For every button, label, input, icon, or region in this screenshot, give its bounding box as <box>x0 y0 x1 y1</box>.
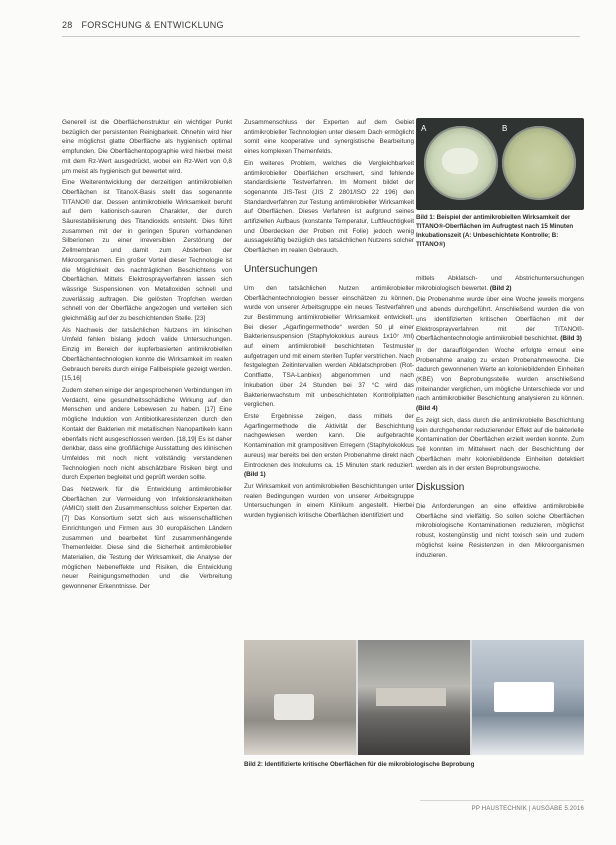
figure-reference: (Bild 3) <box>560 335 582 343</box>
paragraph: Als Nachweis der tatsächlichen Nutzens im klinischen Umfeld fehlen bislang jedoch valide Untersuchungen. Einzig im Bereich der kupferbasierten antimikrobiellen Oberflächentechnologien konnte die Wirksamkeit im realen Gebrauch bereits durch einige Fallbeispiele gezeigt werden. [15,16] <box>62 326 232 383</box>
petri-dish-titano <box>502 126 576 200</box>
page-number: 28 <box>62 20 73 30</box>
paragraph: Um den tatsächlichen Nutzen antimikrobieller Oberflächentechnologien besser einschätzen zu können, wurde von unserer Arbeitsgruppe ein neues Testverfahren zur Bestimmung antimikrobieller Wirksamkeit entwickelt. Bei dieser „Agarfingermethode“ werden 50 µl einer Bakteriensuspension (Staphylokokkus aureus 1x10⁷ /ml) auf einem antimikrobiell beschichteten Testmuster aufgetragen und mit einem sterilen Tupfer verstrichen. Nach festgelegten Zeitintervallen werden Abklatschproben (Rot-Contflatte, TSA-Lanbiex) abgenommen und nach Inkubation über 24 Stunden bei 37 °C wird das Bakterienwachstum mit unbeschichteten Kontrollplatten verglichen. <box>244 284 414 409</box>
figure-reference: (Bild 4) <box>416 405 438 413</box>
paragraph: Generell ist die Oberflächenstruktur ein wichtiger Punkt bezüglich der persistenten Reinigbarkeit. Ohnehin wird hier eine möglichst glatte Oberfläche als hygienisch optimal empfunden. Die Oberflächentopographie wird hierbei meist mit dem Rz-Wert ausgedrückt, wobei ein Rz-Wert von 0,8 µm meist als hygienisch gut bewertet wird. <box>62 119 232 175</box>
text-column-3 <box>416 274 584 562</box>
petri-dish-control <box>424 126 498 200</box>
photo-workstation <box>472 640 584 755</box>
running-head <box>62 20 224 30</box>
photo-patient-room <box>244 640 356 755</box>
figure-1-caption: Bild 1: Beispiel der antimikrobiellen Wirksamkeit der TITANO®-Oberflächen im Aufrugtest nach 15 Minuten Inkubationszeit (A: Unbeschichtete Kontrolle; B: TITANO®) <box>416 214 574 248</box>
paragraph-text: mittels Abklatsch- und Abstrichuntersuchungen mikrobiologisch bewertet. <box>416 275 584 292</box>
paragraph: Es zeigt sich, dass durch die antimikrobielle Beschichtung kein durchgehender reduzierender Effekt auf die bakterielle Kontamination der Oberflächen erzielt werden konnte. Zum Teil konnten im Mittelwert nach der Beschichtung der Oberflächen mehr koloniebildende Einheiten detektiert werden als in der ersten Beprobungswoche. <box>416 416 584 473</box>
paragraph: Zusammenschluss der Experten auf dem Gebiet antimikrobieller Technologien unter diesem Dach ermöglicht somit eine kooperative und synergistische Bearbeitung eines komplexen Themenfelds. <box>244 119 414 156</box>
text-column-1 <box>62 118 232 594</box>
paragraph <box>416 295 584 344</box>
figure-label-a: A <box>421 124 427 133</box>
paragraph <box>244 412 414 480</box>
figure-reference: (Bild 2) <box>489 284 512 292</box>
paragraph-text: Erste Ergebnisse zeigen, dass mittels der Agarfingermethode die Aktivität der Beschichtung nachgewiesen werden kann. Die aufgebrachte Kontamination mit grampositiven Erregern (Staphylokokkus aureus) war bereits bei den ersten Probenahme direkt nach Eintrocknen des Inokulums ca. 15 Minuten stark reduziert. <box>244 412 414 469</box>
paragraph: Zur Wirksamkeit von antimikrobiellen Beschichtungen unter realen Bedingungen wurden von unserer Arbeitsgruppe Untersuchungen in einem Klinikum angestellt. Hierbei wurden hygienisch kritische Oberflächen identifiziert und <box>244 482 414 520</box>
figure-2-photo-strip <box>244 640 584 755</box>
page-footer: PP HAUSTECHNIK | AUSGABE 5.2016 <box>471 806 584 812</box>
figure-reference: (Bild 1) <box>244 471 266 479</box>
paragraph-text: Die Probenahme wurde über eine Woche jeweils morgens und abends durchgeführt. Anschließend wurden die von uns identifizierten kritischen Oberflächen mit der Elektrosprayverfahren mit der TITANO®-Oberflächentechnologie antimikrobiell beschichtet. <box>416 296 584 343</box>
paragraph: Ein weiteres Problem, welches die Vergleichbarkeit antimikrobieller Oberflächen erschwert, sind fehlende standardisierte Testverfahren. Im Moment bildet der sogenannte JIS-Test (JIS Z 2801/ISO 22 196) den Standardverfahren zur Testung antimikrobieller Wirksamkeit auf Oberflächen. Dieses Verfahren ist aufgrund seines artifiziellen Aufbaus (konstante Temperatur, Luftfeuchtigkeit und Überdecken der Proben mit Folie) jedoch wenig aussagekräftig bezüglich des tatsächlichen Nutzens solcher Oberflächen im realen Gebrauch. <box>244 159 414 255</box>
header-rule <box>62 36 580 37</box>
paragraph-text: In der darauffolgenden Woche erfolgte erneut eine Probenahme analog zu ersten Probenahmewoche. Die dadurch gewonnenen Werte an koloniebildenden Einheiten (KBE) von Beprobungsstelle wurden anschließend miteinander verglichen, um mögliche Unterschiede vor und nach antimikrobieller Beschichtung analysieren zu können. <box>416 346 584 403</box>
figure-label-b: B <box>502 124 508 133</box>
figure-2-caption: Bild 2: Identifizierte kritische Oberflächen für die mikrobiologische Beprobung <box>244 761 475 768</box>
paragraph: Eine Weiterentwicklung der derzeitigen antimikrobiellen Oberflächen ist TitanoX-Basis stellt das sogenannte TITANO® dar. Dessen antimikrobielle Wirksamkeit beruht auf dem kationisch-sauren Charakter, der durch Säurestabilisierung des Titandioxids entsteht. Dies führt zusammen mit der in geringen Spuren vorhandenen Silberionen zu einer irreversiblen Zerstörung der Zellmembran und damit zum Absterben der Mikroorganismen. Ein großer Vorteil dieser Technologie ist die Möglichkeit des nachträglichen Beschichtens von Oberflächen. Mittels Elektrosprayverfahren lassen sich wässrige Suspensionen von Metalloxiden schnell und zuverlässig auftragen. Die gelösten Tropfchen werden schnell von der Oberfläche angezogen und verteilen sich gleichmäßig auf der zu beschichtenden Stelle. [23] <box>62 179 232 323</box>
paragraph: Das Netzwerk für die Entwicklung antimikrobieller Oberflächen zur Vermeidung von Infektionskrankheiten (AMICI) stellt den Zusammenschluss solcher Experten dar. [7] Das Konsortium setzt sich aus wissenschaftlichen Einrichtungen und Firmen aus 30 europäischen Ländern zusammen und bearbeitet fünf zusammenhängende Themenfelder. Diese sind die Sicherheit antimikrobieller Materialien, die Testung der Wirksamkeit, die Analyse der möglichen Nebeneffekte und Risiken, die Entwicklung neuer Reinigungsmethoden und die Verbreitung gewonnener Erkenntnisse. Der <box>62 486 232 591</box>
footer-rule <box>420 800 584 801</box>
section-heading-diskussion: Diskussion <box>416 482 465 494</box>
section-heading-untersuchungen: Untersuchungen <box>244 263 318 275</box>
paragraph <box>416 346 584 414</box>
text-column-2 <box>244 118 414 523</box>
paragraph: Zudem stehen einige der angesprochenen Verbindungen im Verdacht, eine gesundheitsschädliche Wirkung auf den Menschen und andere Lebewesen zu haben. [17] Eine mögliche Induktion von Antibiotikaresistenzen durch den Kontakt der Bakterien mit metallischen Nanopartikeln kann ebenfalls nicht ausgeschlossen werden. [18,19] Es ist daher denkbar, dass eine großflächige Ausstattung des klinischen Umfeldes mit noch nicht vollständig verstandenen Technologien noch nicht abschätzbare Risiken birgt und durch Experten begleitet und geprüft werden sollte. <box>62 386 232 482</box>
paragraph <box>416 274 584 293</box>
section-title: FORSCHUNG & ENTWICKLUNG <box>81 20 224 30</box>
paragraph: Die Anforderungen an eine effektive antimikrobielle Oberfläche sind vielfältig. So sollen solche Oberflächen mikrobiologische Kontaminationen reduzieren, möglichst robust, kostengünstig und nicht toxisch sein und zudem möglichst keine Resistenzen in den Mikroorganismen induzieren. <box>416 503 584 559</box>
figure-1-petri-dishes <box>416 118 584 210</box>
photo-hospital-bed <box>358 640 470 755</box>
